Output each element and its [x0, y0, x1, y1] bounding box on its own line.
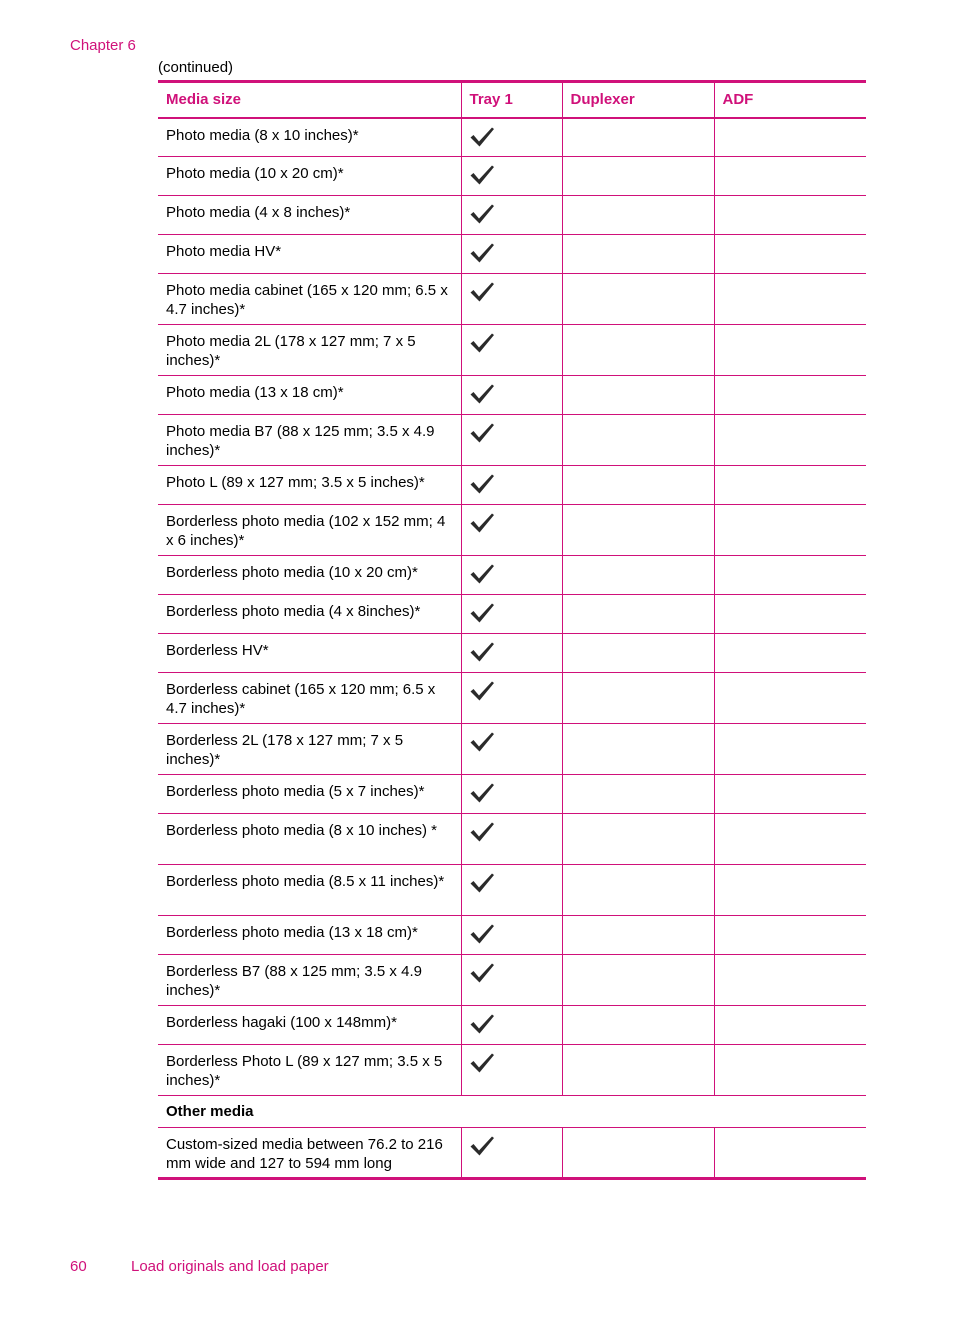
- adf-cell: [714, 1045, 866, 1096]
- media-size-cell: Photo L (89 x 127 mm; 3.5 x 5 inches)*: [158, 466, 461, 505]
- media-size-cell: Borderless photo media (102 x 152 mm; 4 x 6 inches)*: [158, 505, 461, 556]
- table-row: [158, 376, 866, 415]
- table-header-row: [158, 82, 866, 118]
- checkmark-icon: [469, 1134, 562, 1158]
- checkmark-icon: [469, 280, 562, 304]
- column-header-duplexer: Duplexer: [562, 82, 714, 118]
- table-row: [158, 118, 866, 157]
- tray1-cell: [461, 595, 562, 634]
- checkmark-icon: [469, 730, 562, 754]
- media-size-cell: Borderless cabinet (165 x 120 mm; 6.5 x 4.7 inches)*: [158, 673, 461, 724]
- tray1-cell: [461, 916, 562, 955]
- media-size-cell: Borderless photo media (8.5 x 11 inches)*: [158, 865, 461, 916]
- checkmark-icon: [469, 125, 562, 149]
- checkmark-icon: [469, 922, 562, 946]
- checkmark-icon: [469, 421, 562, 445]
- adf-cell: [714, 556, 866, 595]
- chapter-label: Chapter 6: [70, 37, 136, 54]
- checkmark-icon: [469, 511, 562, 535]
- tray1-cell: [461, 673, 562, 724]
- duplexer-cell: [562, 1128, 714, 1179]
- adf-cell: [714, 274, 866, 325]
- duplexer-cell: [562, 814, 714, 865]
- media-size-cell: Borderless photo media (10 x 20 cm)*: [158, 556, 461, 595]
- tray1-cell: [461, 1045, 562, 1096]
- tray1-cell: [461, 1006, 562, 1045]
- adf-cell: [714, 325, 866, 376]
- media-size-cell: Photo media HV*: [158, 235, 461, 274]
- checkmark-icon: [469, 679, 562, 703]
- checkmark-icon: [469, 601, 562, 625]
- checkmark-icon: [469, 472, 562, 496]
- media-size-cell: Borderless HV*: [158, 634, 461, 673]
- table-row: [158, 595, 866, 634]
- adf-cell: [714, 673, 866, 724]
- media-size-table: [158, 80, 866, 1180]
- table-row: [158, 775, 866, 814]
- column-header-adf: ADF: [714, 82, 866, 118]
- tray1-cell: [461, 376, 562, 415]
- table-row: [158, 466, 866, 505]
- duplexer-cell: [562, 196, 714, 235]
- section-label: Other media: [158, 1096, 866, 1128]
- media-size-cell: Borderless photo media (5 x 7 inches)*: [158, 775, 461, 814]
- table-row: [158, 505, 866, 556]
- duplexer-cell: [562, 556, 714, 595]
- adf-cell: [714, 376, 866, 415]
- media-size-cell: Photo media (10 x 20 cm)*: [158, 157, 461, 196]
- tray1-cell: [461, 274, 562, 325]
- media-size-cell: Borderless hagaki (100 x 148mm)*: [158, 1006, 461, 1045]
- media-size-cell: Borderless 2L (178 x 127 mm; 7 x 5 inches)*: [158, 724, 461, 775]
- checkmark-icon: [469, 1012, 562, 1036]
- duplexer-cell: [562, 775, 714, 814]
- table-row: [158, 556, 866, 595]
- table-row: [158, 1045, 866, 1096]
- duplexer-cell: [562, 865, 714, 916]
- tray1-cell: [461, 724, 562, 775]
- checkmark-icon: [469, 820, 562, 844]
- duplexer-cell: [562, 157, 714, 196]
- tray1-cell: [461, 1128, 562, 1179]
- tray1-cell: [461, 634, 562, 673]
- duplexer-cell: [562, 466, 714, 505]
- tray1-cell: [461, 505, 562, 556]
- adf-cell: [714, 916, 866, 955]
- table-row: [158, 1128, 866, 1179]
- table-row: [158, 196, 866, 235]
- checkmark-icon: [469, 961, 562, 985]
- duplexer-cell: [562, 376, 714, 415]
- media-size-cell: Borderless B7 (88 x 125 mm; 3.5 x 4.9 inches)*: [158, 955, 461, 1006]
- tray1-cell: [461, 157, 562, 196]
- media-size-cell: Custom-sized media between 76.2 to 216 mm wide and 127 to 594 mm long: [158, 1128, 461, 1179]
- checkmark-icon: [469, 781, 562, 805]
- duplexer-cell: [562, 118, 714, 157]
- duplexer-cell: [562, 916, 714, 955]
- checkmark-icon: [469, 562, 562, 586]
- table-row: [158, 673, 866, 724]
- table-row: [158, 916, 866, 955]
- checkmark-icon: [469, 382, 562, 406]
- table-row: [158, 634, 866, 673]
- tray1-cell: [461, 196, 562, 235]
- table-row: [158, 325, 866, 376]
- media-size-cell: Photo media (13 x 18 cm)*: [158, 376, 461, 415]
- adf-cell: [714, 595, 866, 634]
- column-header-tray1: Tray 1: [461, 82, 562, 118]
- checkmark-icon: [469, 640, 562, 664]
- duplexer-cell: [562, 325, 714, 376]
- checkmark-icon: [469, 1051, 562, 1075]
- checkmark-icon: [469, 163, 562, 187]
- media-size-cell: Borderless photo media (4 x 8inches)*: [158, 595, 461, 634]
- table-row: [158, 415, 866, 466]
- table-row: [158, 157, 866, 196]
- adf-cell: [714, 955, 866, 1006]
- checkmark-icon: [469, 331, 562, 355]
- adf-cell: [714, 1006, 866, 1045]
- adf-cell: [714, 118, 866, 157]
- column-header-media-size: Media size: [158, 82, 461, 118]
- adf-cell: [714, 505, 866, 556]
- table-row: [158, 274, 866, 325]
- section-row-other-media: [158, 1096, 866, 1128]
- duplexer-cell: [562, 1045, 714, 1096]
- page-number: 60: [70, 1258, 87, 1275]
- duplexer-cell: [562, 955, 714, 1006]
- adf-cell: [714, 865, 866, 916]
- adf-cell: [714, 634, 866, 673]
- media-size-cell: Photo media (8 x 10 inches)*: [158, 118, 461, 157]
- duplexer-cell: [562, 235, 714, 274]
- tray1-cell: [461, 556, 562, 595]
- adf-cell: [714, 1128, 866, 1179]
- tray1-cell: [461, 415, 562, 466]
- table-row: [158, 1006, 866, 1045]
- table-row: [158, 724, 866, 775]
- duplexer-cell: [562, 673, 714, 724]
- duplexer-cell: [562, 505, 714, 556]
- media-size-cell: Borderless photo media (8 x 10 inches) *: [158, 814, 461, 865]
- tray1-cell: [461, 235, 562, 274]
- duplexer-cell: [562, 634, 714, 673]
- tray1-cell: [461, 325, 562, 376]
- adf-cell: [714, 466, 866, 505]
- table-row: [158, 235, 866, 274]
- duplexer-cell: [562, 595, 714, 634]
- table-row: [158, 955, 866, 1006]
- footer-title: Load originals and load paper: [131, 1258, 329, 1275]
- checkmark-icon: [469, 871, 562, 895]
- tray1-cell: [461, 775, 562, 814]
- tray1-cell: [461, 814, 562, 865]
- adf-cell: [714, 724, 866, 775]
- table-row: [158, 865, 866, 916]
- adf-cell: [714, 814, 866, 865]
- adf-cell: [714, 157, 866, 196]
- tray1-cell: [461, 865, 562, 916]
- continued-label: (continued): [158, 59, 234, 76]
- duplexer-cell: [562, 1006, 714, 1045]
- adf-cell: [714, 775, 866, 814]
- checkmark-icon: [469, 241, 562, 265]
- media-size-cell: Photo media (4 x 8 inches)*: [158, 196, 461, 235]
- media-size-cell: Photo media 2L (178 x 127 mm; 7 x 5 inches)*: [158, 325, 461, 376]
- media-size-cell: Photo media cabinet (165 x 120 mm; 6.5 x 4.7 inches)*: [158, 274, 461, 325]
- adf-cell: [714, 415, 866, 466]
- duplexer-cell: [562, 724, 714, 775]
- table-row: [158, 814, 866, 865]
- tray1-cell: [461, 466, 562, 505]
- tray1-cell: [461, 118, 562, 157]
- duplexer-cell: [562, 415, 714, 466]
- adf-cell: [714, 235, 866, 274]
- duplexer-cell: [562, 274, 714, 325]
- adf-cell: [714, 196, 866, 235]
- media-size-cell: Photo media B7 (88 x 125 mm; 3.5 x 4.9 inches)*: [158, 415, 461, 466]
- checkmark-icon: [469, 202, 562, 226]
- media-size-cell: Borderless photo media (13 x 18 cm)*: [158, 916, 461, 955]
- media-size-cell: Borderless Photo L (89 x 127 mm; 3.5 x 5 inches)*: [158, 1045, 461, 1096]
- tray1-cell: [461, 955, 562, 1006]
